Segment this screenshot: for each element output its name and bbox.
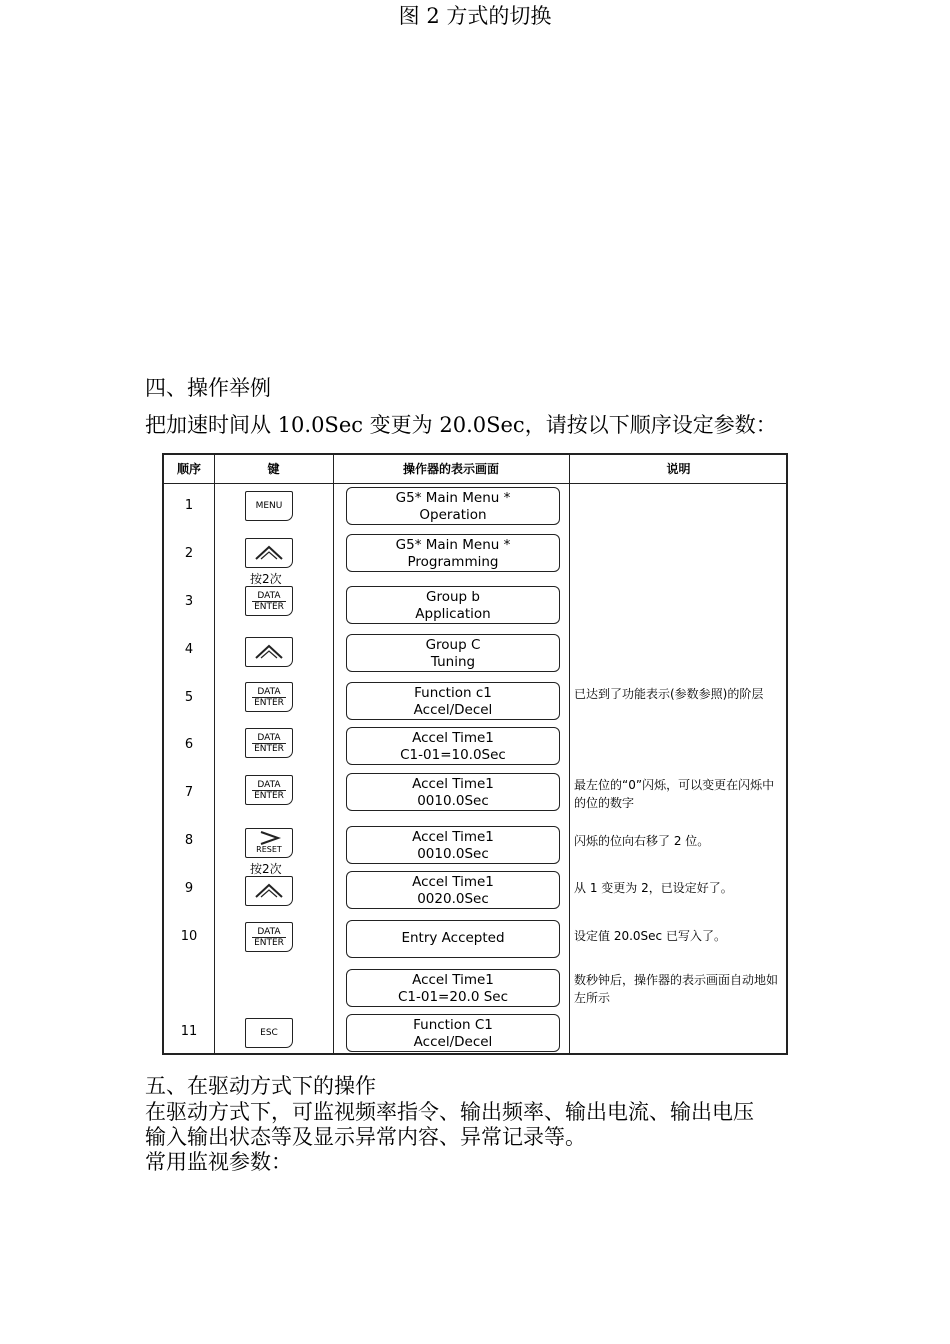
data-enter-key: DATA ENTER <box>245 728 293 758</box>
row-num: 6 <box>184 737 194 752</box>
lcd-display: Function C1 Accel/Decel <box>346 1014 560 1052</box>
figure-caption: 图 2 方式的切换 <box>398 4 552 28</box>
up-arrow-key <box>245 637 293 667</box>
press-twice-note: 按2次 <box>250 572 282 586</box>
lcd-display: G5* Main Menu * Programming <box>346 534 560 572</box>
row-description: 数秒钟后，操作器的表示画面自动地如左所示 <box>574 973 779 1005</box>
header-order: 顺序 <box>176 462 201 476</box>
lcd-display: Function c1 Accel/Decel <box>346 682 560 720</box>
row-description: 设定值 20.0Sec 已写入了。 <box>574 929 726 943</box>
paragraph-line: 输入输出状态等及显示异常内容、异常记录等。 <box>145 1125 586 1149</box>
row-num: 11 <box>180 1024 198 1039</box>
header-key: 键 <box>267 462 280 476</box>
row-description: 从 1 变更为 2，已设定好了。 <box>574 881 733 895</box>
esc-key: ESC <box>245 1018 293 1048</box>
right-arrow-reset-key: RESET <box>245 828 293 858</box>
lcd-display: Accel Time1 0020.0Sec <box>346 871 560 909</box>
row-num: 10 <box>180 929 198 944</box>
up-arrow-key <box>245 876 293 906</box>
lcd-display: Accel Time1 0010.0Sec <box>346 773 560 811</box>
row-num: 5 <box>184 690 194 705</box>
menu-key: MENU <box>245 491 293 521</box>
lcd-display: Accel Time1 0010.0Sec <box>346 826 560 864</box>
lcd-display: Entry Accepted <box>346 920 560 958</box>
operation-table <box>162 453 788 1055</box>
row-num: 3 <box>184 594 194 609</box>
lcd-display: G5* Main Menu * Operation <box>346 487 560 525</box>
row-num: 9 <box>184 881 194 896</box>
row-num: 7 <box>184 785 194 800</box>
lcd-display: Accel Time1 C1-01=20.0 Sec <box>346 969 560 1007</box>
row-description: 闪烁的位向右移了 2 位。 <box>574 834 710 848</box>
data-enter-key: DATA ENTER <box>245 775 293 805</box>
row-num: 8 <box>184 833 194 848</box>
data-enter-key: DATA ENTER <box>245 586 293 616</box>
header-description: 说明 <box>666 462 691 476</box>
section-heading-5: 五、在驱动方式下的操作 <box>145 1074 376 1098</box>
section-heading-4: 四、操作举例 <box>145 376 271 400</box>
row-num: 2 <box>184 546 194 561</box>
lcd-display: Group b Application <box>346 586 560 624</box>
data-enter-key: DATA ENTER <box>245 922 293 952</box>
data-enter-key: DATA ENTER <box>245 682 293 712</box>
lcd-display: Accel Time1 C1-01=10.0Sec <box>346 727 560 765</box>
row-description: 已达到了功能表示(参数参照)的阶层 <box>574 687 764 701</box>
up-arrow-key <box>245 538 293 568</box>
lcd-display: Group C Tuning <box>346 634 560 672</box>
paragraph-line: 常用监视参数： <box>145 1150 292 1174</box>
press-twice-note: 按2次 <box>250 862 282 876</box>
intro-paragraph: 把加速时间从 10.0Sec 变更为 20.0Sec，请按以下顺序设定参数： <box>145 413 777 437</box>
row-description: 最左位的“0”闪烁，可以变更在闪烁中的位的数字 <box>574 778 775 810</box>
row-num: 4 <box>184 642 194 657</box>
row-num: 1 <box>184 498 194 513</box>
paragraph-line: 在驱动方式下，可监视频率指令、输出频率、输出电流、输出电压 <box>145 1100 754 1124</box>
header-display: 操作器的表示画面 <box>402 462 499 476</box>
